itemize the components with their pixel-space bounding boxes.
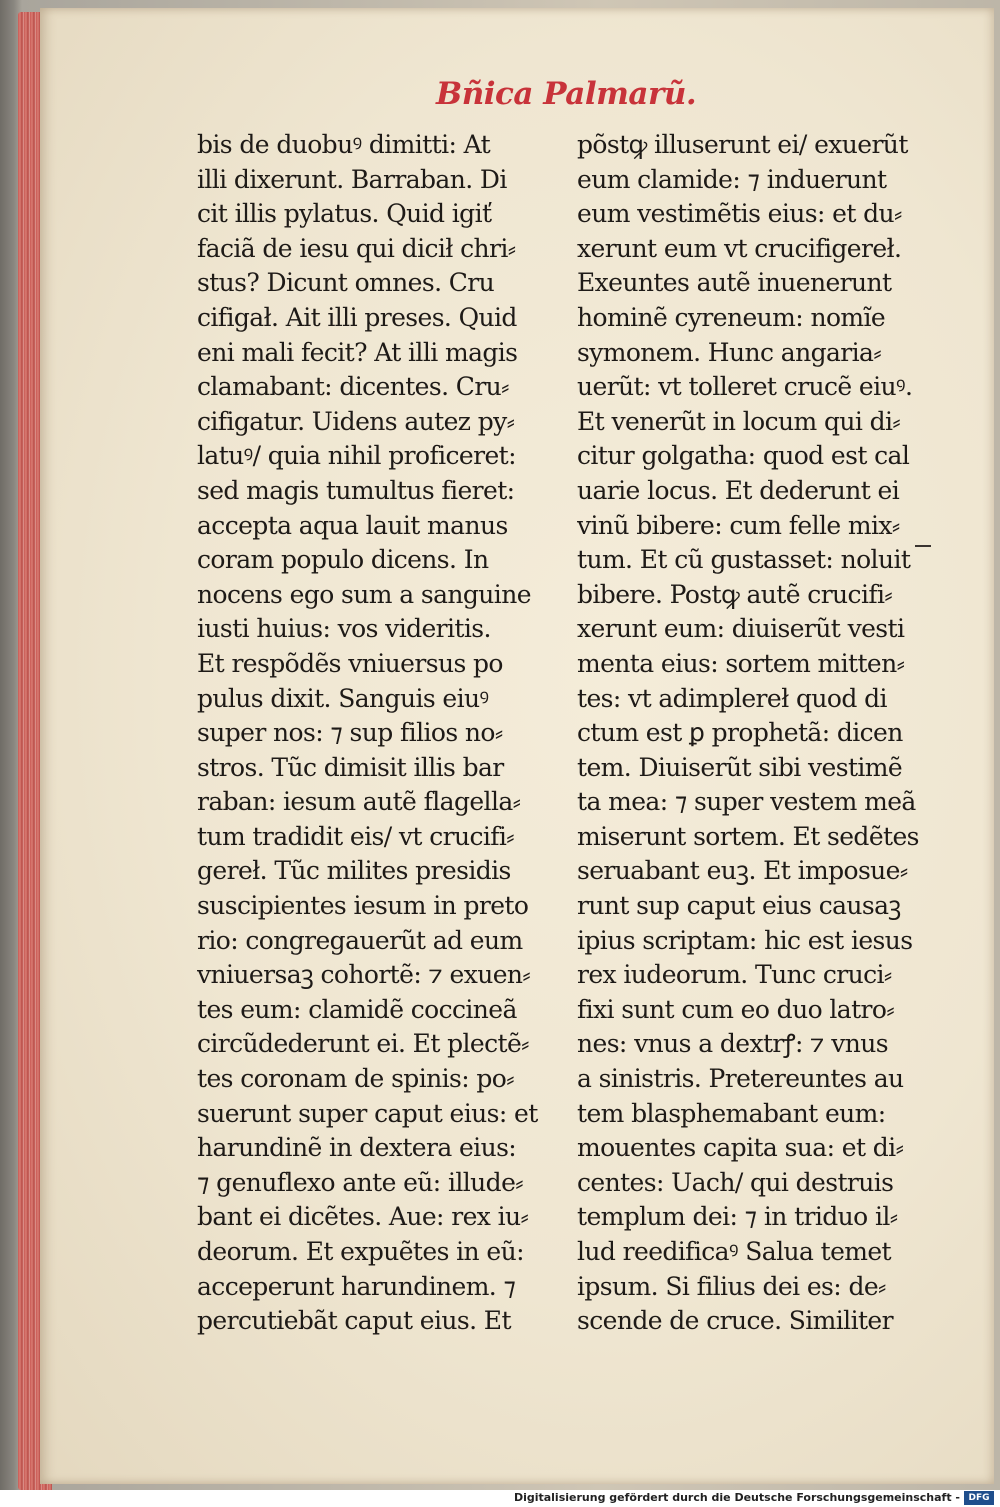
text-line: bant ei dicẽtes. Aue: rex iu⸗ [197,1202,529,1232]
text-line: stus? Dicunt omnes. Cru [197,268,495,298]
text-line: harundinẽ in dextera eius: [197,1133,517,1163]
text-line: miserunt sortem. Et sedẽtes [577,821,919,851]
dfg-logo: DFG [964,1491,994,1505]
text-line: eum vestimẽtis eius: et du⸗ [577,199,902,229]
text-line: rex iudeorum. Tunc cruci⸗ [577,960,892,990]
footer-bar [0,1490,1000,1507]
text-line: mouentes capita sua: et di⸗ [577,1133,904,1163]
text-line: eni mali fecit? At illi magis [197,337,518,367]
text-line: sed magis tumultus fieret: [197,475,515,505]
text-line: uarie locus. Et dederunt ei [577,475,900,505]
text-column-right [577,128,927,1339]
text-line: tes coronam de spinis: po⸗ [197,1064,514,1094]
text-line: Et venerũt in locum qui di⸗ [577,406,901,436]
text-line: vniuersaꝫ cohortẽ: ⁊ exuen⸗ [197,960,531,990]
text-line: circũdederunt ei. Et plectẽ⸗ [197,1029,529,1059]
text-line: xerunt eum vt crucifigereł. [577,233,902,263]
text-line: acceperunt harundinem. ⁊ [197,1271,516,1301]
text-line: fixi sunt cum eo duo latro⸗ [577,994,895,1024]
text-line: tem blasphemabant eum: [577,1098,886,1128]
text-line: centes: Uach/ qui destruis [577,1167,894,1197]
text-line: tes eum: clamidẽ coccineã [197,994,517,1024]
text-line: gereł. Tũc milites presidis [197,856,511,886]
text-line: vinũ bibere: cum felle mix⸗ [577,510,900,540]
text-line: stros. Tũc dimisit illis bar [197,752,504,782]
text-line: a sinistris. Pretereuntes au [577,1064,904,1094]
text-line: pulus dixit. Sanguis eiuꝰ [197,683,489,713]
text-line: hominẽ cyreneum: nomĩe [577,302,886,332]
text-line: clamabant: dicentes. Cru⸗ [197,372,509,402]
text-line: cit illis pylatus. Quid igiť [197,199,492,229]
text-line: tes: vt adimplereł quod di [577,683,887,713]
text-line: tem. Diuiserũt sibi vestimẽ [577,752,903,782]
text-line: suerunt super caput eius: et [197,1098,538,1128]
text-line: ctum est ꝑ prophetã: dicen [577,718,903,748]
text-line: tum. Et cũ gustasset: noluit [577,545,911,575]
margin-mark [915,545,931,547]
text-column-left [197,128,547,1339]
text-line: cifigał. Ait illi preses. Quid [197,302,517,332]
text-line: tum tradidit eis/ vt crucifi⸗ [197,821,515,851]
text-line: iusti huius: vos videritis. [197,614,491,644]
text-line: lud reedificaꝰ Salua temet [577,1237,892,1266]
text-line: latuꝰ/ quia nihil proficeret: [197,441,516,471]
text-line: raban: iesum autẽ flagella⸗ [197,787,521,817]
text-line: eum clamide: ⁊ induerunt [577,164,887,194]
text-line: cifigatur. Uidens autez py⸗ [197,406,515,436]
text-line: rio: congregauerũt ad eum [197,925,523,955]
text-line: accepta aqua lauit manus [197,510,508,540]
text-line: bibere. Postꝙ autẽ crucifi⸗ [577,579,893,609]
text-line: suscipientes iesum in preto [197,891,529,921]
text-line: nes: vnus a dextrꝭ: ⁊ vnus [577,1029,888,1059]
text-line: symonem. Hunc angaria⸗ [577,337,882,367]
text-line: faciã de iesu qui dicił chri⸗ [197,233,516,263]
text-line: deorum. Et expuẽtes in eũ: [197,1237,524,1266]
text-line: ta mea: ⁊ super vestem meã [577,787,916,817]
text-line: super nos: ⁊ sup filios no⸗ [197,718,503,748]
text-line: runt sup caput eius causaꝫ [577,891,901,921]
text-line: uerũt: vt tolleret crucẽ eiuꝰ. [577,372,913,402]
text-line: nocens ego sum a sanguine [197,579,531,609]
text-line: ⁊ genuflexo ante eũ: illude⸗ [197,1167,523,1197]
text-line: bis de duobuꝰ dimitti: At [197,130,491,159]
text-line: Et respõdẽs vniuersus po [197,648,503,678]
text-line: percutiebãt caput eius. Et [197,1306,511,1336]
text-line: ipsum. Si filius dei es: de⸗ [577,1271,886,1301]
text-line: coram populo dicens. In [197,545,489,575]
text-line: illi dixerunt. Barraban. Di [197,164,507,194]
text-line: põstꝙ illuserunt ei/ exuerũt [577,130,908,159]
text-line: scende de cruce. Similiter [577,1306,893,1336]
text-line: menta eius: sortem mitten⸗ [577,648,905,678]
running-head: Bñica Palmarũ. [436,76,697,112]
text-line: ipius scriptam: hic est iesus [577,925,913,955]
footer-credit: Digitalisierung gefördert durch die Deutsche Forschungsgemeinschaft - [513,1491,960,1504]
text-line: Exeuntes autẽ inuenerunt [577,268,892,298]
text-line: templum dei: ⁊ in triduo il⸗ [577,1202,898,1232]
text-line: citur golgatha: quod est cal [577,441,910,471]
text-line: xerunt eum: diuiserũt vesti [577,614,905,644]
text-line: seruabant euꝫ. Et imposue⸗ [577,856,908,886]
